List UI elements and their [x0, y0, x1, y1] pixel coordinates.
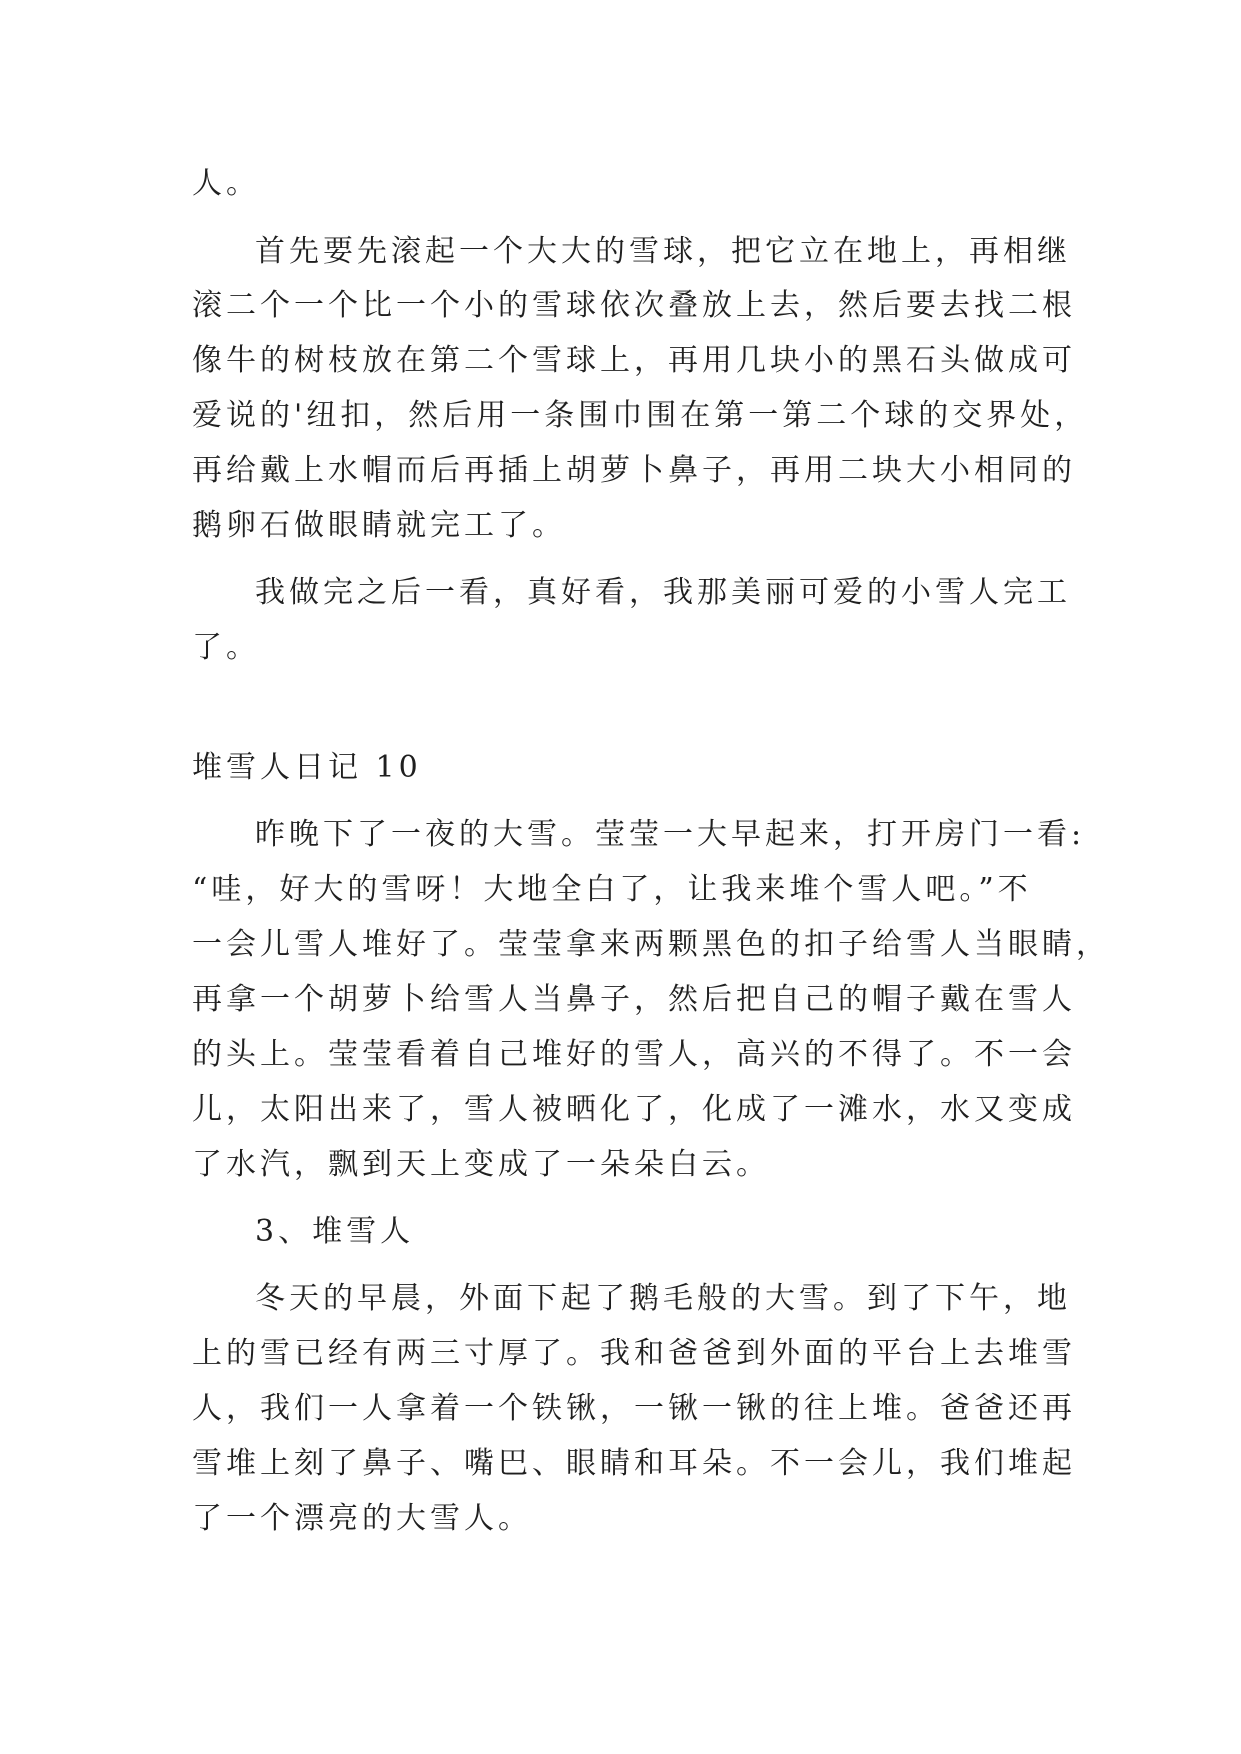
- text-line: 再拿一个胡萝卜给雪人当鼻子，然后把自己的帽子戴在雪人: [192, 982, 1076, 1017]
- text-line: 鹅卵石做眼睛就完工了。: [192, 508, 566, 543]
- paragraph-first-line: 我做完之后一看，真好看，我那美丽可爱的小雪人完工: [255, 575, 1071, 610]
- text-line: 像牛的树枝放在第二个雪球上，再用几块小的黑石头做成可: [192, 343, 1076, 378]
- text-line: 了。: [192, 630, 260, 665]
- text-line: 再给戴上水帽而后再插上胡萝卜鼻子，再用二块大小相同的: [192, 453, 1076, 488]
- text-line: “哇，好大的雪呀！大地全白了，让我来堆个雪人吧。”不: [192, 872, 1032, 907]
- text-line: 一会儿雪人堆好了。莹莹拿来两颗黑色的扣子给雪人当眼睛，: [192, 927, 1110, 962]
- text-line: 滚二个一个比一个小的雪球依次叠放上去，然后要去找二根: [192, 288, 1076, 323]
- text-line: 人。: [192, 166, 260, 201]
- text-line: 儿，太阳出来了，雪人被晒化了，化成了一滩水，水又变成: [192, 1092, 1076, 1127]
- section-heading: 堆雪人日记 10: [192, 750, 422, 785]
- paragraph-first-line: 昨晚下了一夜的大雪。莹莹一大早起来，打开房门一看:: [255, 817, 1086, 852]
- text-line: 了一个漂亮的大雪人。: [192, 1501, 532, 1536]
- text-line: 的头上。莹莹看着自己堆好的雪人，高兴的不得了。不一会: [192, 1037, 1076, 1072]
- subheading: 3、堆雪人: [255, 1214, 415, 1249]
- text-line: 爱说的'纽扣，然后用一条围巾围在第一第二个球的交界处，: [192, 398, 1089, 433]
- text-line: 雪堆上刻了鼻子、嘴巴、眼睛和耳朵。不一会儿，我们堆起: [192, 1446, 1076, 1481]
- paragraph-first-line: 首先要先滚起一个大大的雪球，把它立在地上，再相继: [255, 234, 1071, 269]
- text-line: 上的雪已经有两三寸厚了。我和爸爸到外面的平台上去堆雪: [192, 1336, 1076, 1371]
- paragraph-first-line: 冬天的早晨，外面下起了鹅毛般的大雪。到了下午，地: [255, 1281, 1071, 1316]
- text-line: 人，我们一人拿着一个铁锹，一锹一锹的往上堆。爸爸还再: [192, 1391, 1076, 1426]
- text-line: 了水汽，飘到天上变成了一朵朵白云。: [192, 1147, 770, 1182]
